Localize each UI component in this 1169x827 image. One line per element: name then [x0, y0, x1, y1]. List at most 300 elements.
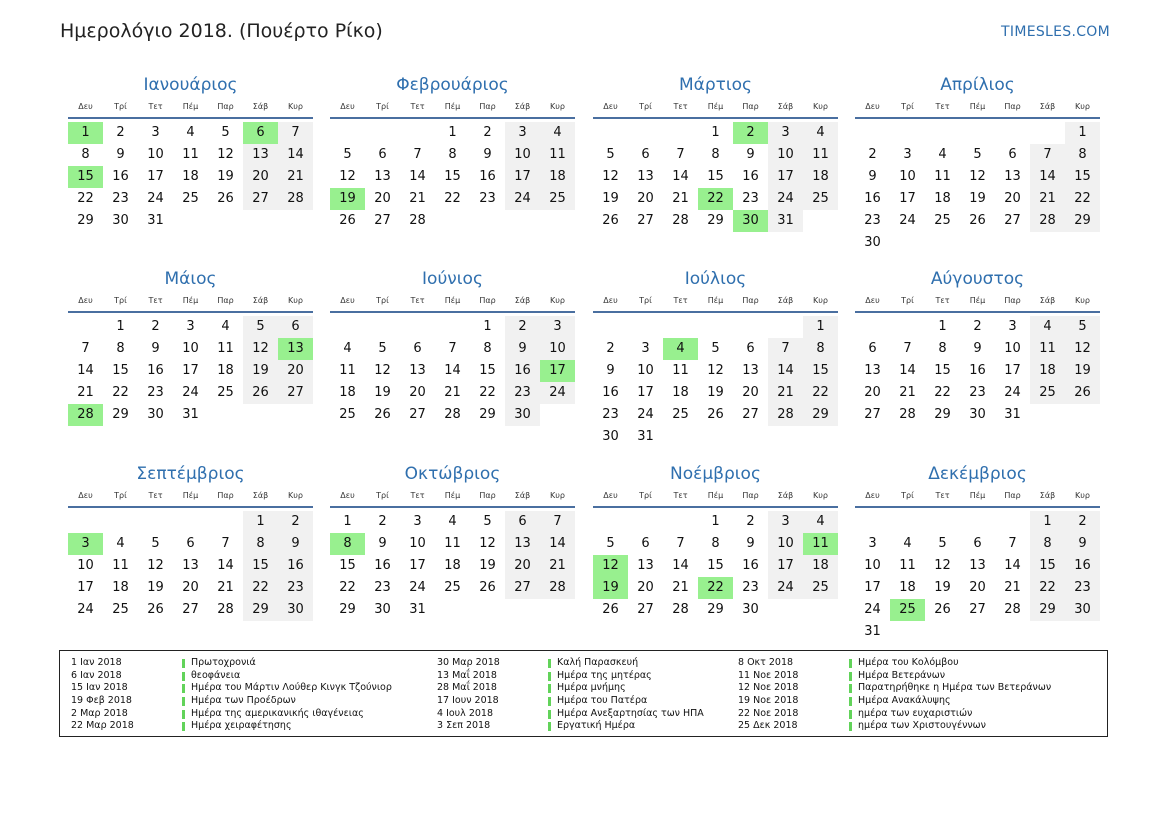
day-cell: 24: [864, 602, 881, 617]
day-cell: 9: [505, 338, 540, 360]
weekday-header: [593, 491, 838, 505]
legend-row: [437, 695, 777, 708]
day-cell: 15: [112, 363, 129, 378]
day-cell: 8: [803, 338, 838, 360]
day-cell: 4: [540, 122, 575, 144]
day-cell: 12: [147, 558, 164, 573]
weekday-label: Τετ: [410, 102, 425, 111]
day-cell: 23: [1065, 577, 1100, 599]
day-cell: 5: [378, 341, 387, 356]
holiday-marker: [182, 684, 185, 693]
day-cell: 1: [116, 319, 125, 334]
day-cell: 25: [672, 407, 689, 422]
header-divider: [68, 311, 313, 313]
day-cell: 10: [637, 363, 654, 378]
weekday-label: Κυρ: [1075, 102, 1090, 111]
day-cell: 20: [1004, 191, 1021, 206]
day-cell: 26: [339, 213, 356, 228]
weekday-header: [593, 102, 838, 116]
day-cell: 13: [374, 169, 391, 184]
day-cell: 7: [540, 511, 575, 533]
holiday-name: Ημέρα μνήμης: [557, 682, 626, 694]
day-cell: 24: [77, 602, 94, 617]
holiday-date: 13 Μαΐ 2018: [437, 669, 497, 681]
day-cell: 18: [899, 580, 916, 595]
day-cell: 14: [278, 144, 313, 166]
holiday-marker: [182, 710, 185, 719]
holiday-marker: [182, 672, 185, 681]
day-cell: 27: [1004, 213, 1021, 228]
day-cell: 31: [1004, 407, 1021, 422]
weekday-label: Πέμ: [707, 491, 724, 500]
weekday-label: Δευ: [78, 296, 93, 305]
holiday-marker: [849, 672, 852, 681]
day-cell: 11: [803, 144, 838, 166]
weekday-label: Τρί: [901, 102, 914, 111]
day-cell: 1: [483, 319, 492, 334]
day-cell: 10: [77, 558, 94, 573]
day-cell: 29: [707, 602, 724, 617]
weekday-label: Πέμ: [182, 102, 199, 111]
holiday-day-cell: 13: [278, 338, 313, 360]
legend-row: [437, 657, 777, 670]
day-cell: 2: [278, 511, 313, 533]
holiday-name: Ημέρα χειραφέτησης: [191, 720, 292, 732]
weekday-label: Σάβ: [252, 102, 269, 111]
day-cell: 1: [243, 511, 278, 533]
day-cell: 12: [934, 558, 951, 573]
day-cell: 5: [221, 125, 230, 140]
day-cell: 8: [1065, 144, 1100, 166]
day-cell: 27: [505, 577, 540, 599]
holiday-marker: [849, 722, 852, 731]
day-cell: 6: [378, 147, 387, 162]
day-cell: 25: [1030, 382, 1065, 404]
weekday-label: Δευ: [865, 296, 880, 305]
day-cell: 13: [409, 363, 426, 378]
day-cell: 19: [1065, 360, 1100, 382]
day-cell: 21: [672, 580, 689, 595]
weekday-label: Τετ: [148, 296, 163, 305]
header-divider: [855, 506, 1100, 508]
day-cell: 20: [742, 385, 759, 400]
day-cell: 6: [746, 341, 755, 356]
holiday-date: 15 Ιαν 2018: [71, 682, 128, 694]
holiday-date: 12 Νοε 2018: [738, 682, 799, 694]
day-cell: 8: [938, 341, 947, 356]
legend-row: [437, 682, 777, 695]
weekday-label: Σάβ: [252, 491, 269, 500]
legend-row: [738, 708, 1078, 721]
day-cell: 30: [505, 404, 540, 426]
day-cell: 20: [637, 580, 654, 595]
day-cell: 5: [151, 536, 160, 551]
day-cell: 30: [864, 235, 881, 250]
holiday-day-cell: 22: [698, 577, 733, 599]
day-cell: 16: [969, 363, 986, 378]
holiday-marker: [849, 710, 852, 719]
day-cell: 24: [182, 385, 199, 400]
legend-column: [71, 657, 411, 733]
day-cell: 1: [1030, 511, 1065, 533]
day-cell: 31: [182, 407, 199, 422]
month-name: Αύγουστος: [930, 269, 1025, 289]
day-cell: 25: [803, 188, 838, 210]
weekday-label: Πέμ: [444, 296, 461, 305]
holiday-name: ημέρα των ευχαριστιών: [858, 707, 973, 719]
day-cell: 10: [540, 338, 575, 360]
day-cell: 8: [1030, 533, 1065, 555]
day-cell: 20: [864, 385, 881, 400]
weekday-label: Τετ: [673, 102, 688, 111]
day-cell: 11: [540, 144, 575, 166]
holiday-day-cell: 22: [698, 188, 733, 210]
day-cell: 14: [77, 363, 94, 378]
day-cell: 21: [899, 385, 916, 400]
day-cell: 7: [448, 341, 457, 356]
day-cell: 22: [1030, 577, 1065, 599]
day-cell: 13: [182, 558, 199, 573]
day-cell: 26: [707, 407, 724, 422]
day-cell: 1: [938, 319, 947, 334]
holiday-day-cell: 4: [663, 338, 698, 360]
day-cell: 6: [413, 341, 422, 356]
legend-row: [738, 670, 1078, 683]
weekday-label: Τετ: [673, 491, 688, 500]
holiday-day-cell: 17: [540, 360, 575, 382]
day-cell: 4: [343, 341, 352, 356]
day-cell: 16: [374, 558, 391, 573]
day-cell: 5: [606, 147, 615, 162]
weekday-label: Τρί: [901, 491, 914, 500]
day-cell: 20: [409, 385, 426, 400]
day-cell: 7: [1008, 536, 1017, 551]
holiday-marker: [548, 672, 551, 681]
day-cell: 22: [1065, 188, 1100, 210]
day-cell: 17: [147, 169, 164, 184]
day-cell: 11: [182, 147, 199, 162]
day-cell: 9: [1065, 533, 1100, 555]
weekday-header: [68, 102, 313, 116]
day-cell: 11: [1030, 338, 1065, 360]
day-cell: 7: [221, 536, 230, 551]
day-cell: 16: [1065, 555, 1100, 577]
holiday-day-cell: 1: [68, 122, 103, 144]
day-cell: 26: [969, 213, 986, 228]
legend-row: [71, 695, 411, 708]
holiday-marker: [849, 659, 852, 668]
day-cell: 16: [278, 555, 313, 577]
day-cell: 29: [339, 602, 356, 617]
holiday-name: Παρατηρήθηκε η Ημέρα των Βετεράνων: [858, 682, 1052, 694]
day-cell: 17: [77, 580, 94, 595]
legend-row: [437, 708, 777, 721]
holiday-name: Ημέρα Βετεράνων: [858, 669, 946, 681]
day-cell: 18: [1030, 360, 1065, 382]
holiday-name: Καλή Παρασκευή: [557, 657, 639, 668]
day-cell: 24: [147, 191, 164, 206]
weekday-label: Παρ: [217, 102, 234, 111]
holiday-date: 19 Νοε 2018: [738, 695, 799, 707]
day-cell: 29: [479, 407, 496, 422]
day-cell: 29: [77, 213, 94, 228]
day-cell: 10: [768, 144, 803, 166]
day-cell: 18: [217, 363, 234, 378]
day-cell: 22: [444, 191, 461, 206]
day-cell: 5: [483, 514, 492, 529]
day-cell: 14: [1030, 166, 1065, 188]
day-cell: 4: [803, 122, 838, 144]
day-cell: 14: [540, 533, 575, 555]
weekday-label: Κυρ: [550, 102, 565, 111]
weekday-label: Δευ: [78, 491, 93, 500]
day-cell: 3: [641, 341, 650, 356]
day-cell: 18: [672, 385, 689, 400]
day-cell: 16: [602, 385, 619, 400]
header-divider: [68, 117, 313, 119]
day-cell: 26: [243, 382, 278, 404]
day-grid: [330, 316, 575, 448]
day-cell: 2: [868, 147, 877, 162]
holiday-marker: [548, 659, 551, 668]
holiday-marker: [182, 722, 185, 731]
day-cell: 10: [182, 341, 199, 356]
day-cell: 4: [448, 514, 457, 529]
holiday-name: θεοφάνεια: [191, 669, 241, 681]
day-cell: 21: [217, 580, 234, 595]
day-cell: 11: [934, 169, 951, 184]
holiday-date: 2 Μαρ 2018: [71, 707, 128, 719]
day-cell: 11: [112, 558, 129, 573]
day-cell: 8: [711, 536, 720, 551]
day-cell: 21: [409, 191, 426, 206]
header-divider: [593, 311, 838, 313]
legend-row: [437, 720, 777, 733]
day-cell: 26: [602, 602, 619, 617]
day-cell: 24: [637, 407, 654, 422]
day-cell: 16: [479, 169, 496, 184]
day-cell: 24: [768, 188, 803, 210]
day-cell: 12: [707, 363, 724, 378]
day-cell: 14: [1004, 558, 1021, 573]
day-cell: 1: [711, 125, 720, 140]
day-cell: 21: [77, 385, 94, 400]
legend-column: [738, 657, 1078, 733]
day-cell: 21: [768, 382, 803, 404]
day-cell: 22: [243, 577, 278, 599]
weekday-header: [855, 102, 1100, 116]
day-cell: 11: [899, 558, 916, 573]
day-cell: 3: [186, 319, 195, 334]
weekday-label: Σάβ: [1039, 296, 1056, 305]
brand-link[interactable]: TIMESLES.COM: [1001, 24, 1110, 40]
day-cell: 13: [742, 363, 759, 378]
day-cell: 4: [1030, 316, 1065, 338]
day-cell: 2: [746, 514, 755, 529]
holiday-day-cell: 12: [593, 555, 628, 577]
header-divider: [330, 506, 575, 508]
day-cell: 27: [182, 602, 199, 617]
day-cell: 12: [339, 169, 356, 184]
day-cell: 6: [1008, 147, 1017, 162]
day-cell: 7: [81, 341, 90, 356]
day-grid: [68, 122, 313, 254]
day-cell: 24: [1004, 385, 1021, 400]
day-cell: 3: [505, 122, 540, 144]
day-grid: [330, 511, 575, 643]
day-cell: 21: [1030, 188, 1065, 210]
day-cell: 30: [112, 213, 129, 228]
legend-row: [71, 657, 411, 670]
weekday-label: Πέμ: [707, 296, 724, 305]
day-cell: 8: [116, 341, 125, 356]
day-cell: 19: [969, 191, 986, 206]
day-cell: 10: [864, 558, 881, 573]
weekday-label: Κυρ: [288, 491, 303, 500]
month-name: Φεβρουάριος: [396, 75, 509, 95]
day-cell: 3: [768, 122, 803, 144]
weekday-label: Παρ: [742, 296, 759, 305]
day-cell: 5: [243, 316, 278, 338]
day-cell: 31: [864, 624, 881, 639]
month-name: Νοέμβριος: [670, 464, 761, 484]
weekday-label: Πέμ: [969, 296, 986, 305]
day-cell: 15: [243, 555, 278, 577]
day-cell: 10: [409, 536, 426, 551]
day-cell: 15: [479, 363, 496, 378]
day-grid: [855, 511, 1100, 643]
day-cell: 18: [934, 191, 951, 206]
holiday-date: 6 Ιαν 2018: [71, 669, 122, 681]
day-cell: 11: [217, 341, 234, 356]
day-cell: 9: [278, 533, 313, 555]
weekday-label: Παρ: [742, 491, 759, 500]
weekday-label: Παρ: [217, 491, 234, 500]
legend-row: [738, 657, 1078, 670]
weekday-label: Παρ: [479, 296, 496, 305]
day-cell: 29: [1030, 599, 1065, 621]
legend-column: [437, 657, 777, 733]
weekday-header: [330, 296, 575, 310]
day-cell: 25: [182, 191, 199, 206]
day-cell: 26: [1065, 382, 1100, 404]
weekday-header: [855, 296, 1100, 310]
day-cell: 29: [1065, 210, 1100, 232]
day-cell: 30: [1065, 599, 1100, 621]
day-cell: 26: [374, 407, 391, 422]
day-cell: 5: [1065, 316, 1100, 338]
day-cell: 1: [448, 125, 457, 140]
day-cell: 14: [409, 169, 426, 184]
day-cell: 23: [602, 407, 619, 422]
holiday-name: Ημέρα του Πατέρα: [557, 695, 648, 707]
day-cell: 26: [217, 191, 234, 206]
weekday-label: Τρί: [114, 102, 127, 111]
legend-row: [738, 695, 1078, 708]
weekday-label: Δευ: [78, 102, 93, 111]
weekday-label: Σάβ: [514, 102, 531, 111]
day-cell: 29: [112, 407, 129, 422]
day-cell: 28: [409, 213, 426, 228]
day-cell: 16: [864, 191, 881, 206]
day-cell: 19: [217, 169, 234, 184]
legend-row: [437, 670, 777, 683]
weekday-label: Τρί: [639, 102, 652, 111]
day-cell: 15: [444, 169, 461, 184]
month-name: Σεπτέμβριος: [136, 464, 245, 484]
day-cell: 4: [186, 125, 195, 140]
weekday-label: Σάβ: [1039, 491, 1056, 500]
day-cell: 21: [278, 166, 313, 188]
day-cell: 10: [1004, 341, 1021, 356]
day-cell: 17: [768, 555, 803, 577]
day-cell: 23: [969, 385, 986, 400]
day-cell: 3: [413, 514, 422, 529]
holiday-legend: [59, 650, 1108, 737]
holiday-name: Εργατική Ημέρα: [557, 720, 636, 732]
day-cell: 25: [217, 385, 234, 400]
legend-row: [71, 670, 411, 683]
holiday-date: 4 Ιουλ 2018: [437, 707, 493, 719]
day-cell: 5: [606, 536, 615, 551]
day-cell: 22: [77, 191, 94, 206]
weekday-label: Πέμ: [969, 102, 986, 111]
weekday-label: Σάβ: [777, 102, 794, 111]
day-cell: 26: [479, 580, 496, 595]
day-cell: 28: [768, 404, 803, 426]
holiday-marker: [548, 684, 551, 693]
holiday-marker: [182, 697, 185, 706]
day-cell: 20: [182, 580, 199, 595]
day-cell: 30: [969, 407, 986, 422]
day-cell: 30: [147, 407, 164, 422]
day-cell: 3: [540, 316, 575, 338]
day-cell: 8: [483, 341, 492, 356]
day-cell: 24: [768, 577, 803, 599]
day-cell: 16: [742, 169, 759, 184]
weekday-label: Τρί: [376, 491, 389, 500]
day-cell: 2: [116, 125, 125, 140]
day-cell: 15: [707, 558, 724, 573]
holiday-name: Ημέρα Ανακάλυψης: [858, 695, 951, 707]
day-cell: 15: [934, 363, 951, 378]
day-cell: 25: [112, 602, 129, 617]
holiday-date: 19 Φεβ 2018: [71, 695, 132, 707]
weekday-label: Τετ: [935, 102, 950, 111]
day-cell: 28: [217, 602, 234, 617]
day-cell: 23: [742, 580, 759, 595]
day-cell: 1: [711, 514, 720, 529]
weekday-header: [855, 491, 1100, 505]
holiday-day-cell: 8: [330, 533, 365, 555]
header-divider: [593, 117, 838, 119]
day-cell: 7: [1030, 144, 1065, 166]
weekday-label: Τρί: [901, 296, 914, 305]
day-cell: 15: [1030, 555, 1065, 577]
day-cell: 18: [182, 169, 199, 184]
day-cell: 27: [278, 382, 313, 404]
weekday-label: Κυρ: [288, 102, 303, 111]
day-cell: 20: [278, 360, 313, 382]
day-cell: 6: [641, 147, 650, 162]
weekday-label: Τετ: [148, 102, 163, 111]
day-cell: 5: [973, 147, 982, 162]
day-cell: 9: [378, 536, 387, 551]
day-cell: 2: [378, 514, 387, 529]
day-cell: 26: [602, 213, 619, 228]
day-cell: 27: [969, 602, 986, 617]
day-cell: 17: [182, 363, 199, 378]
